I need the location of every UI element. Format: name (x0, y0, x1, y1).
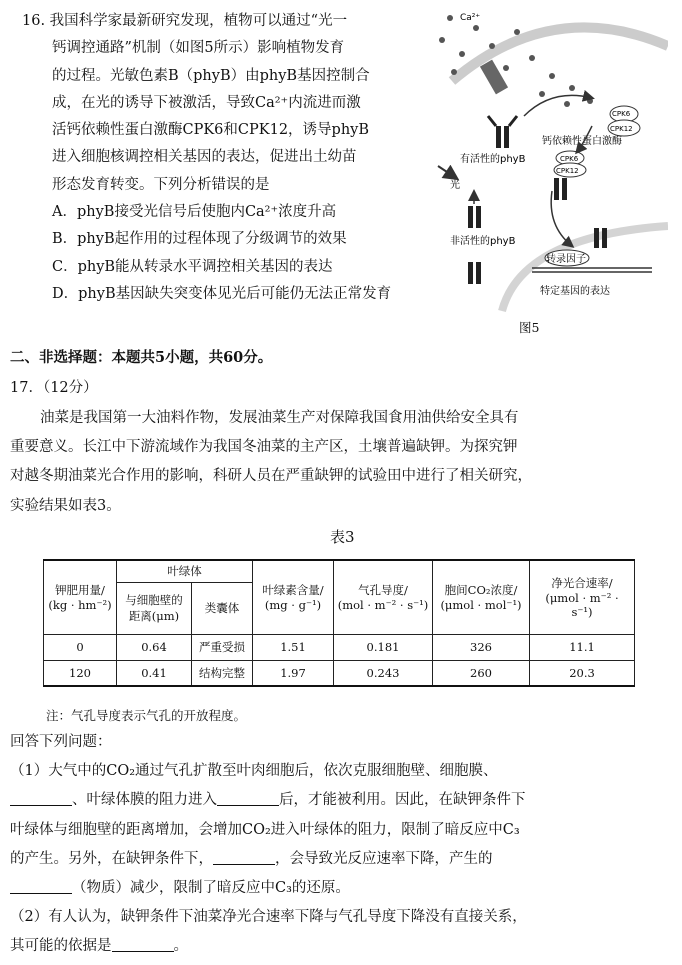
q17-intro-line: 实验结果如表3。 (10, 497, 121, 514)
q17-intro-line: 重要意义。长江中下游流域作为我国冬油菜的主产区，土壤普遍缺钾。为探究钾 (10, 439, 518, 456)
cell: 0.64 (117, 634, 192, 660)
table-row (44, 634, 635, 660)
q17-part1-line: （物质）减少，限制了暗反应中C₃的还原。 (10, 874, 670, 903)
q17-intro (10, 404, 670, 521)
figure-caption: 图5 (519, 320, 540, 335)
figure-5 (432, 6, 668, 316)
cell: 11.1 (530, 634, 635, 660)
q17-part2-line: 其可能的依据是 。 (10, 938, 188, 955)
q17-header: 17．（12分） (10, 380, 98, 396)
q16-number: 16. (22, 13, 46, 29)
data-table (43, 559, 635, 687)
header-thylakoid: 类囊体 (192, 582, 253, 634)
q16-line: 形态发育转变。下列分析错误的是 (52, 176, 270, 193)
active-phyb-icon (488, 116, 517, 148)
cell: 0.41 (117, 660, 192, 686)
label-cpk6-top: CPK6 (612, 110, 631, 118)
cell: 20.3 (530, 660, 635, 686)
q16-line: 活钙依赖性蛋白激酶CPK6和CPK12，诱导phyB (52, 122, 370, 139)
cell: 严重受损 (192, 634, 253, 660)
header-gs: 气孔导度/ (mol · m⁻² · s⁻¹) (334, 560, 433, 634)
header-pn: 净光合速率/ (μmol · m⁻² · s⁻¹) (530, 560, 635, 634)
answer-blank[interactable] (10, 791, 72, 807)
answer-blank[interactable] (112, 937, 174, 953)
table-note: 注：气孔导度表示气孔的开放程度。 (46, 708, 247, 723)
label-ca: Ca²⁺ (460, 13, 481, 23)
cell: 260 (433, 660, 530, 686)
cell: 120 (44, 660, 117, 686)
label-expr: 特定基因的表达 (540, 286, 610, 297)
q17-part1-line: （1）大气中的CO₂通过气孔扩散至叶肉细胞后，依次克服细胞壁、细胞膜、 (10, 763, 498, 780)
q16-option-a: A．phyB接受光信号后使胞内Ca²⁺浓度升高 (52, 204, 337, 221)
q17-part2-line: （2）有人认为，缺钾条件下油菜净光合速率下降与气孔导度下降没有直接关系， (10, 909, 527, 926)
cell: 0.243 (334, 660, 433, 686)
q17-part1-line: 的产生。另外，在缺钾条件下， ，会导致光反应速率下降，产生的 (10, 850, 493, 867)
cell: 1.97 (253, 660, 334, 686)
header-chl-content: 叶绿素含量/ (mg · g⁻¹) (253, 560, 334, 634)
prompt: 回答下列问题： (10, 734, 112, 750)
label-kinase: 钙依赖性蛋白激酶 (542, 136, 622, 147)
label-cpk6-mid: CPK6 (560, 155, 579, 163)
q16-line (22, 8, 427, 35)
header-chloroplast: 叶绿体 (117, 560, 253, 582)
q17-part1-line: 叶绿体与细胞壁的距离增加，会增加CO₂进入叶绿体的阻力，限制了暗反应中C₃ (10, 821, 520, 838)
q17-intro-line: 油菜是我国第一大油料作物，发展油菜生产对保障我国食用油供给安全具有 (40, 410, 519, 426)
q16-text: 我国科学家最新研究发现，植物可以通过“光一 (49, 13, 348, 29)
answer-blank[interactable] (213, 849, 275, 865)
q16-option-d: D．phyB基因缺失突变体见光后可能仍无法正常发育 (52, 285, 392, 302)
q16-line: 钙调控通路”机制（如图5所示）影响植物发育 (52, 40, 345, 57)
figure-5-diagram (432, 6, 668, 316)
cell: 结构完整 (192, 660, 253, 686)
table-row (44, 660, 635, 686)
cell: 0 (44, 634, 117, 660)
cell: 0.181 (334, 634, 433, 660)
answer-blank[interactable] (10, 879, 72, 895)
q17-intro-line: 对越冬期油菜光合作用的影响，科研人员在严重缺钾的试验田中进行了相关研究， (10, 468, 532, 485)
q17-questions (10, 728, 670, 962)
q16-line: 进入细胞核调控相关基因的表达，促进出土幼苗 (52, 149, 357, 166)
header-distance: 与细胞壁的 距离(μm) (117, 582, 192, 634)
label-inactive-phyb: 非活性的phyB (450, 236, 516, 247)
calcium-channel (480, 60, 508, 95)
q16-option-c: C．phyB能从转录水平调控相关基因的表达 (52, 258, 333, 275)
answer-blank[interactable] (217, 791, 279, 807)
q16-line: 的过程。光敏色素B（phyB）由phyB基因控制合 (52, 67, 370, 84)
label-light: 光 (450, 180, 460, 191)
question-16 (22, 8, 427, 308)
q17-part1-line: 、叶绿体膜的阻力进入 后，才能被利用。因此，在缺钾条件下 (10, 786, 670, 815)
q16-option-b: B．phyB起作用的过程体现了分级调节的效果 (52, 231, 347, 248)
q16-line: 成，在光的诱导下被激活，导致Ca²⁺内流进而激 (52, 94, 361, 111)
header-ci: 胞间CO₂浓度/ (μmol · mol⁻¹) (433, 560, 530, 634)
label-cpk12-top: CPK12 (610, 125, 633, 133)
cell: 1.51 (253, 634, 334, 660)
section-title: 二、非选择题：本题共5小题，共60分。 (10, 349, 273, 366)
label-tf: 转录因子 (546, 254, 586, 265)
table-title: 表3 (330, 528, 355, 546)
cell: 326 (433, 634, 530, 660)
label-active-phyb: 有活性的phyB (460, 154, 526, 165)
header-k: 钾肥用量/ (kg · hm⁻²) (44, 560, 117, 634)
label-cpk12-mid: CPK12 (556, 167, 579, 175)
